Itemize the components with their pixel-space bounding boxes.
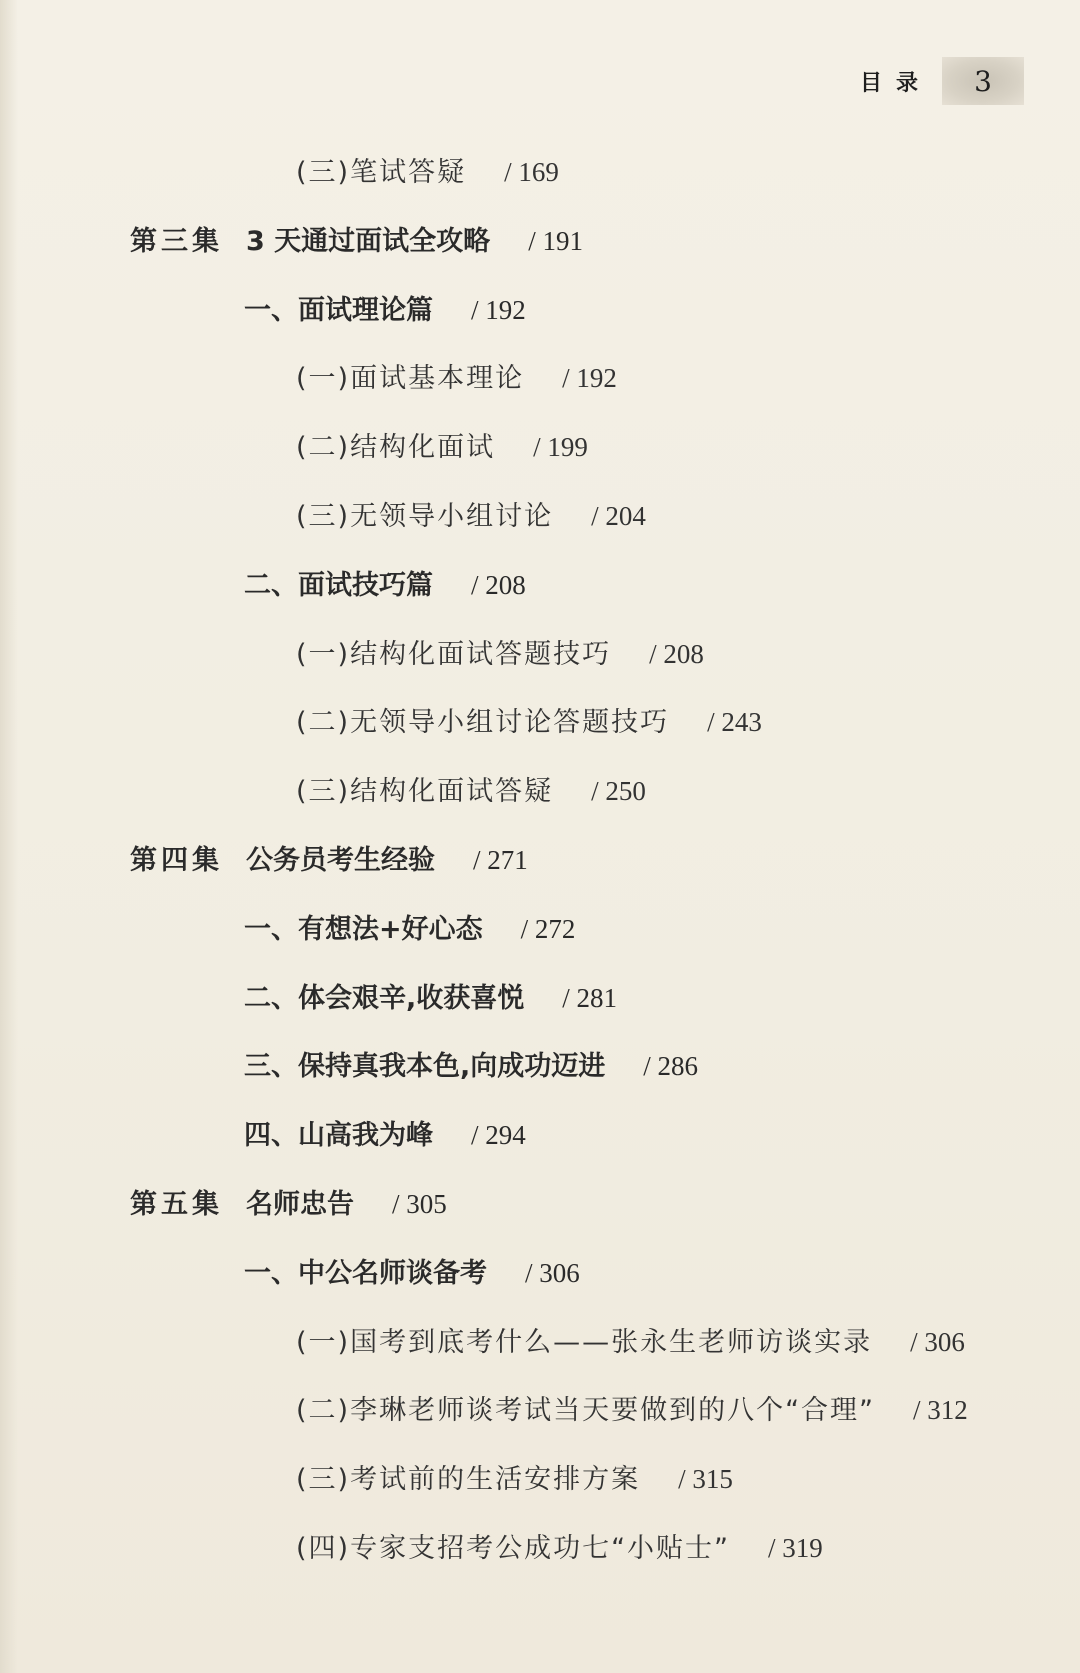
toc-entry-title: (三)考试前的生活安排方案 [296,1464,641,1496]
toc-entry-page: / 294 [471,1120,526,1151]
toc-entry-title: (三)结构化面试答疑 [296,776,554,808]
toc-entry-title: (二)无领导小组讨论答题技巧 [296,707,670,739]
toc-entry-page: / 312 [913,1395,968,1426]
toc-entry-title: 二、面试技巧篇 [244,569,433,601]
toc-entry-page: / 272 [520,913,576,944]
toc-entry [244,568,526,603]
toc-entry-page: / 169 [504,157,559,187]
toc-entry-page: / 199 [533,432,588,463]
toc-entry [296,1531,823,1566]
toc-entry-page: / 315 [678,1464,733,1495]
toc-entry-page: / 281 [562,982,618,1013]
toc-entry [296,155,559,190]
toc-entry [296,774,646,809]
toc-entry-title: 一、中公名师谈备考 [244,1257,487,1289]
toc-part-label: 第四集 [130,845,223,876]
toc-entry [244,1256,580,1291]
toc-entry [244,1118,526,1153]
toc-entry-title: 一、有想法+好心态 [244,913,483,945]
toc-entry-title: (一)国考到底考什么——张永生老师访谈实录 [296,1326,873,1358]
running-header [860,56,1024,106]
toc-part-label: 第五集 [130,1189,223,1220]
toc-entry-title: 三、保持真我本色,向成功迈进 [244,1051,606,1083]
toc-entry-page: / 208 [471,569,526,600]
toc-entry [130,224,583,259]
toc-entry-page: / 204 [591,501,646,531]
toc-entry-title: 二、体会艰辛,收获喜悦 [244,982,525,1014]
toc-entry-page: / 192 [471,294,526,325]
page-number: 3 [942,57,1024,105]
toc-entry-title: 一、面试理论篇 [244,294,433,326]
toc-part-label: 第三集 [130,225,223,257]
toc-entry [130,1187,447,1222]
toc-entry-page: / 286 [643,1051,699,1082]
toc-entry-title: (三)笔试答疑 [296,157,467,188]
toc-entry-page: / 243 [707,707,762,738]
toc-entry-title: (二)李琳老师谈考试当天要做到的八个“合理” [296,1395,876,1427]
toc-entry [296,1325,965,1360]
toc-entry [296,1462,733,1497]
toc-entry [130,843,528,878]
toc-entry-page: / 191 [528,225,583,256]
toc-entry [244,293,526,328]
toc-entry-page: / 305 [392,1189,447,1219]
toc-entry [244,981,617,1016]
toc-entry [244,1049,698,1084]
toc-entry [296,499,646,534]
toc-entry-page: / 306 [910,1326,965,1357]
toc-entry [296,430,588,465]
toc-entry-page: / 192 [562,363,617,394]
toc-entry-title: (三)无领导小组讨论 [296,501,554,532]
toc-entry [244,912,575,947]
toc-entry-page: / 319 [768,1533,823,1563]
toc-entry-title: 3 天通过面试全攻略 [246,225,491,257]
toc-entry [296,361,617,396]
toc-entry [296,637,704,672]
toc-entry-title: 四、山高我为峰 [244,1120,433,1152]
toc-entry-title: (二)结构化面试 [296,432,496,464]
toc-entry-page: / 271 [473,845,528,875]
toc-entry-page: / 250 [591,776,646,807]
toc-entry-title: 名师忠告 [246,1189,354,1220]
toc-entry-title: 公务员考生经验 [246,845,435,876]
toc-entry-page: / 306 [525,1257,580,1288]
header-title: 目录 [859,70,932,96]
toc-entry-title: (四)专家支招考公成功七“小贴士” [296,1533,731,1564]
toc-entry [296,1393,968,1428]
toc-entry-title: (一)结构化面试答题技巧 [296,638,612,670]
toc-entry [296,705,762,740]
toc-entry-title: (一)面试基本理论 [296,363,525,395]
toc-entry-page: / 208 [649,638,704,669]
